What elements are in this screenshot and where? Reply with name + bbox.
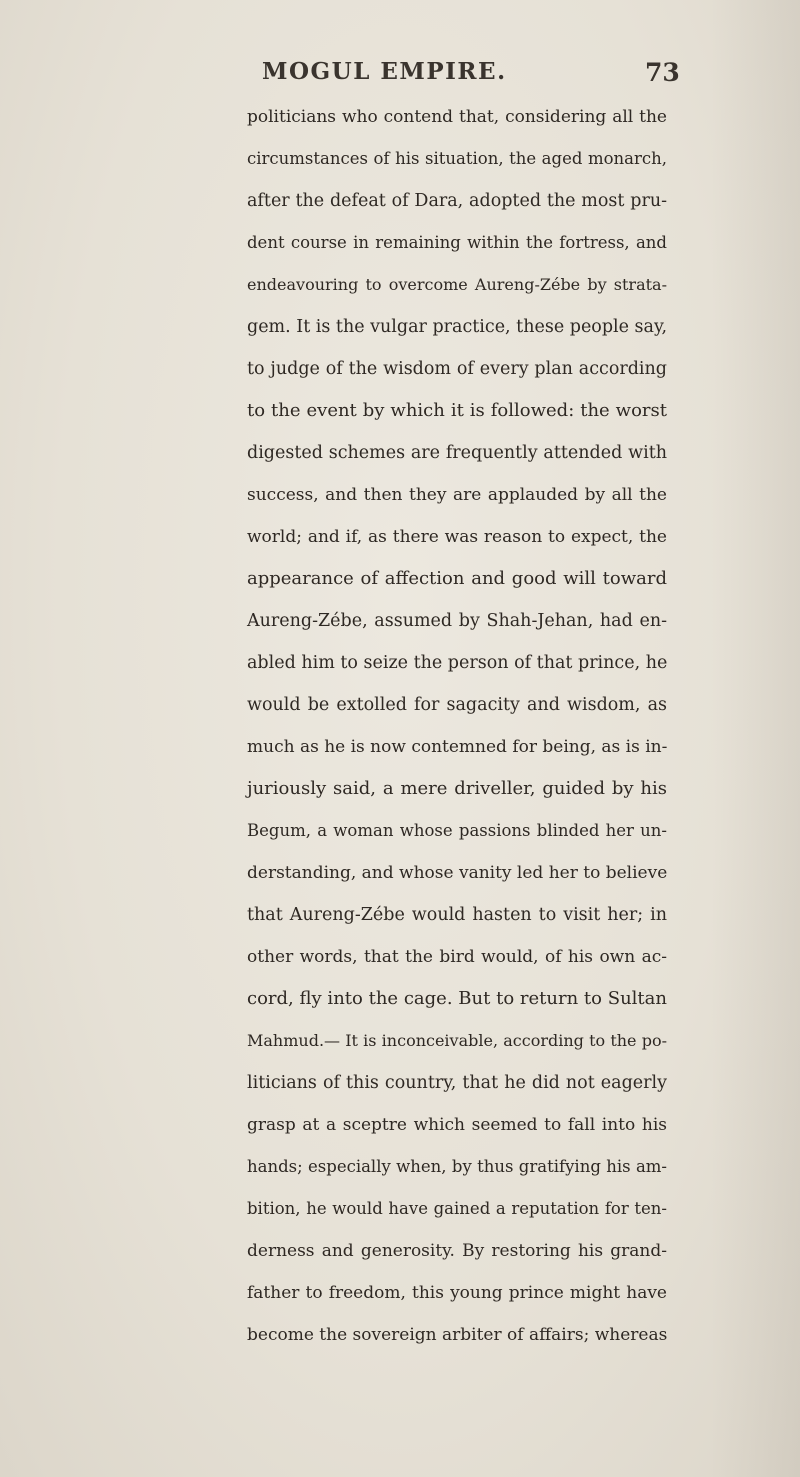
text-line: appearance of affection and good will toward [247,568,667,589]
text-line: other words, that the bird would, of his own ac- [247,947,667,967]
text-line: success, and then they are applauded by all the [247,485,667,505]
text-line: much as he is now contemned for being, as is in- [247,737,668,757]
text-line: gem. It is the vulgar practice, these people say, [247,317,668,337]
text-line: digested schemes are frequently attended with [247,443,667,463]
text-line: become the sovereign arbiter of affairs; whereas [247,1325,668,1345]
text-line: would be extolled for sagacity and wisdom, as [247,695,667,715]
text-line: juriously said, a mere driveller, guided by his [247,778,667,799]
text-line: politicians who contend that, considering all the [247,107,667,127]
text-line: hands; especially when, by thus gratifying his am- [247,1157,667,1176]
text-line: father to freedom, this young prince might have [247,1283,667,1303]
page-edge-shadow [710,0,800,1477]
text-line: that Aureng-Zébe would hasten to visit her; in [247,905,667,925]
text-line: to judge of the wisdom of every plan according [247,359,667,379]
page-header [0,58,800,98]
body-text [247,96,667,1356]
text-line: derstanding, and whose vanity led her to believe [247,863,668,883]
text-line: dent course in remaining within the fortress, and [247,233,667,252]
text-line: endeavouring to overcome Aureng-Zébe by strata- [247,275,667,294]
text-line: liticians of this country, that he did not eagerly [247,1073,667,1093]
page-number: 73 [645,58,680,87]
text-line: circumstances of his situation, the aged monarch, [247,149,667,168]
running-title: MOGUL EMPIRE. [262,58,507,85]
text-line: after the defeat of Dara, adopted the most pru- [247,191,667,211]
text-line: Begum, a woman whose passions blinded her un- [247,821,667,840]
text-line: abled him to seize the person of that prince, he [247,653,668,673]
text-line: cord, fly into the cage. But to return to Sultan [247,988,667,1009]
text-line: world; and if, as there was reason to expect, the [247,527,667,547]
text-line: bition, he would have gained a reputation for ten- [247,1199,667,1218]
text-line: grasp at a sceptre which seemed to fall into his [247,1115,667,1135]
text-line: to the event by which it is followed: the worst [247,400,667,421]
text-line: derness and generosity. By restoring his grand- [247,1241,667,1261]
text-line: Mahmud.— It is inconceivable, according to the po- [247,1031,667,1050]
text-line: Aureng-Zébe, assumed by Shah-Jehan, had en- [247,611,667,631]
